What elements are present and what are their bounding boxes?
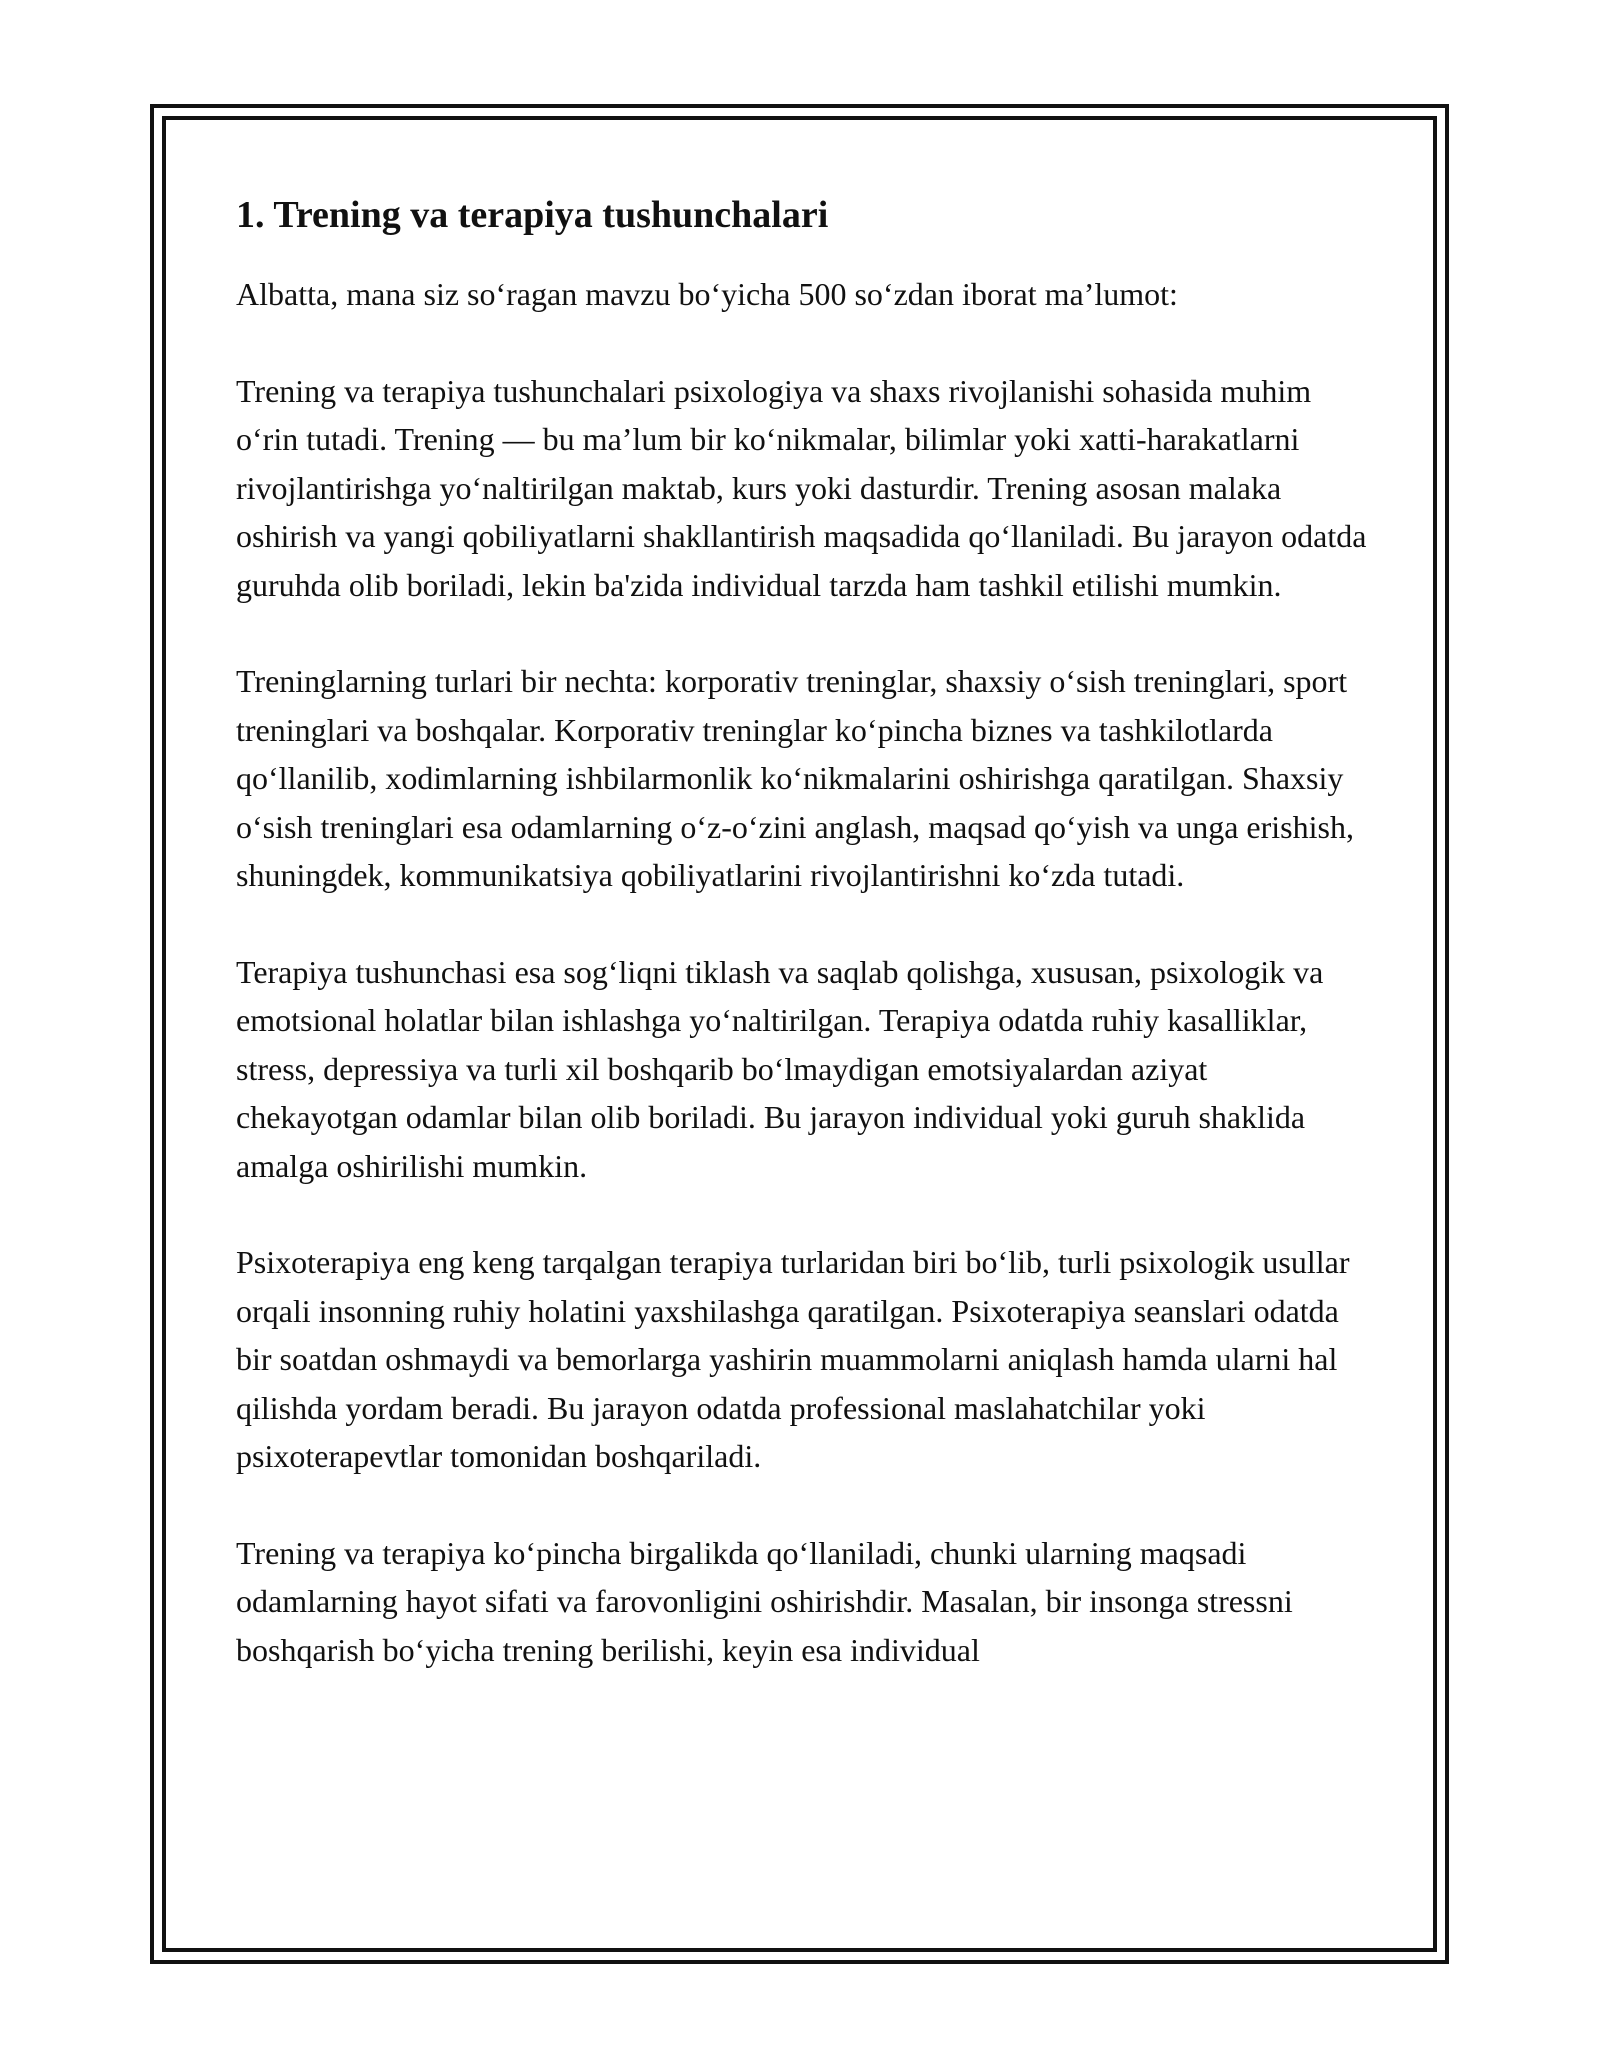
paragraph-training-types: Treninglarning turlari bir nechta: korporativ treninglar, shaxsiy o‘sish treninglari, sport treninglari va boshqalar. Korporativ treninglar ko‘pincha biznes va tashkilotlarda qo‘llanilib, xodimlarning ishbilarmonlik ko‘nikmalarini oshirishga qaratilgan. Shaxsiy o‘sish treninglari esa odamlarning o‘z-o‘zini anglash, maqsad qo‘yish va unga erishish, shuningdek, kommunikatsiya qobiliyatlarini rivojlantirishni ko‘zda tutadi. xyxy=(236,663,1354,893)
paragraph-therapy-definition: Terapiya tushunchasi esa sog‘liqni tiklash va saqlab qolishga, xususan, psixologik va emotsional holatlar bilan ishlashga yo‘naltirilgan. Terapiya odatda ruhiy kasalliklar, stress, depressiya va turli xil boshqarib bo‘lmaydigan emotsiyalardan aziyat chekayotgan odamlar bilan olib boriladi. Bu jarayon individual yoki guruh shaklida amalga oshirilishi mumkin. xyxy=(236,953,1324,1184)
document-body xyxy=(236,190,1376,1722)
paragraph-combined-use: Trening va terapiya ko‘pincha birgalikda qo‘llaniladi, chunki ularning maqsadi odamlarning hayot sifati va farovonligini oshirishdir. Masalan, bir insonga stressni boshqarish bo‘yicha trening berilishi, keyin esa individual xyxy=(236,1534,1293,1668)
intro-paragraph: Albatta, mana siz so‘ragan mavzu bo‘yicha 500 so‘zdan iborat ma’lumot: xyxy=(236,276,1178,312)
paragraph-psychotherapy: Psixoterapiya eng keng tarqalgan terapiya turlaridan biri bo‘lib, turli psixologik usullar orqali insonning ruhiy holatini yaxshilashga qaratilgan. Psixoterapiya seanslari odatda bir soatdan oshmaydi va bemorlarga yashirin muammolarni aniqlash hamda ularni hal qilishda yordam beradi. Bu jarayon odatda professional maslahatchilar yoki psixoterapevtlar tomonidan boshqariladi. xyxy=(236,1244,1350,1474)
paragraph-training-definition: Trening va terapiya tushunchalari psixologiya va shaxs rivojlanishi sohasida muhim o‘rin tutadi. Trening — bu ma’lum bir ko‘nikmalar, bilimlar yoki xatti-harakatlarni rivojlantirishga yo‘naltirilgan maktab, kurs yoki dasturdir. Trening asosan malaka oshirish va yangi qobiliyatlarni shakllantirish maqsadida qo‘llaniladi. Bu jarayon odatda guruhda olib boriladi, lekin ba'zida individual tarzda ham tashkil etilishi mumkin. xyxy=(236,372,1367,603)
section-heading: 1. Trening va terapiya tushunchalari xyxy=(236,194,829,236)
